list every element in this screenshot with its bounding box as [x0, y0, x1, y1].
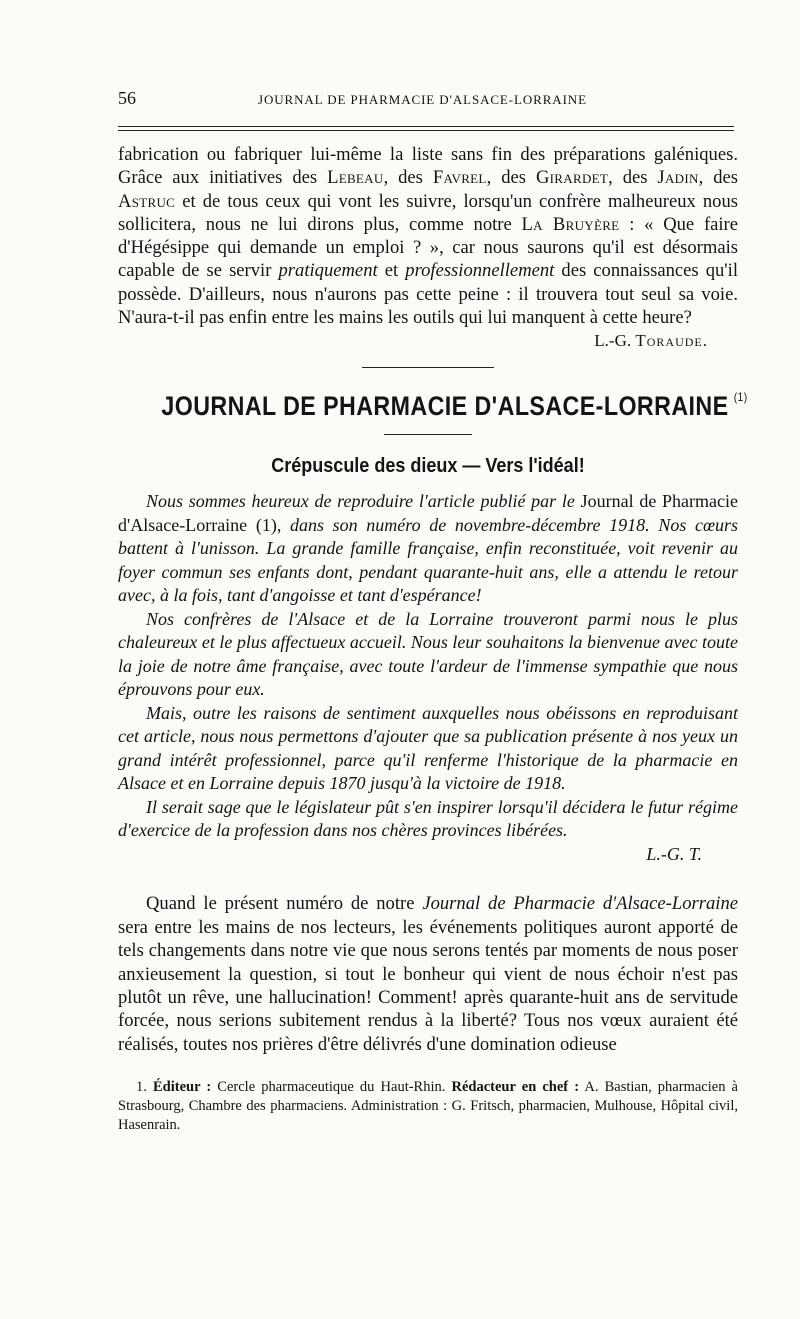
section-subtitle: Crépuscule des dieux — Vers l'idéal!	[271, 455, 585, 478]
page-number: 56	[118, 88, 136, 108]
editorial-signature: L.-G. T.	[646, 843, 702, 864]
opening-paragraph: fabrication ou fabriquer lui-même la liste sans fin des préparations galéniques. Grâce aux initiatives des Lebeau, des Favrel, des Girardet, des Jadin, des Astruc et de tous ceux qui vont les suivre, lorsqu'un confrère malheureux nous sollicitera, nous ne lui dirons plus, comme notre La Bruyère : « Que faire d'Hégésippe qui demande un emploi ? », car nous saurons qu'il est désormais capable de se servir pratiquement et professionnellement des connaissances qu'il possède. D'ailleurs, nous n'aurons pas cette peine : il trouvera tout seul sa voie. N'aura-t-il pas enfin entre les mains les outils qui lui manquent à cette heure?	[118, 144, 739, 329]
footnote-text: 1. Éditeur : Cercle pharmaceutique du Haut-Rhin. Rédacteur en chef : A. Bastian, pharmacien à Strasbourg, Chambre des pharmaciens. Administration : G. Fritsch, pharmacien, Mulhouse, Hôpital civil, Hasenrain.	[118, 1079, 738, 1134]
editorial-paragraph-1: Nous sommes heureux de reproduire l'article publié par le Journal de Pharmacie d'Alsace-Lorraine (1), dans son numéro de novembre-décembre 1918. Nos cœurs battent à l'unisson. La grande famille française, enfin reconstituée, voit revenir au foyer commun ses enfants dont, pendant quarante-huit ans, elle a attendu le retour avec, à la fois, tant d'angoisse et tant d'espérance!	[118, 491, 738, 606]
editorial-paragraph-4: Il serait sage que le législateur pût s'en inspirer lorsqu'il décidera le futur régime d'exercice de la profession dans nos chères provinces libérées.	[118, 796, 738, 841]
section-title: JOURNAL DE PHARMACIE D'ALSACE-LORRAINE $^{(1)}$	[161, 390, 748, 422]
section-divider	[362, 367, 494, 368]
footnote	[118, 1078, 738, 1135]
running-header	[118, 88, 738, 116]
editorial-closing	[118, 843, 738, 867]
main-paragraph: Quand le présent numéro de notre Journal de Pharmacie d'Alsace-Lorraine sera entre les mains de nos lecteurs, les événements politiques auront apporté de tels changements dans notre vie que nous serons tentés par moments de nous poser anxieusement la question, si tout le bonheur qui vient de nous échoir n'est pas plutôt un rêve, une hallucination! Comment! après quarante-huit ans de servitude forcée, nous serions subitement rendus à la liberté? Tous nos vœux auraient été réalisés, toutes nos prières d'être délivrés d'une domination odieuse	[118, 893, 738, 1055]
article-signature: L.-G. Toraude.	[594, 331, 708, 351]
title-footnote-ref: (1)	[733, 390, 748, 405]
book-page	[118, 88, 748, 1135]
editorial-paragraph-3: Mais, outre les raisons de sentiment auxquelles nous obéissons en reproduisant cet article, nous nous permettons d'ajouter que sa publication présente à nos yeux un grand intérêt professionnel, parce qu'il renferme l'historique de la pharmacie en Alsace et en Lorraine depuis 1870 jusqu'à la victoire de 1918.	[118, 702, 738, 794]
title-underline	[384, 434, 472, 435]
editorial-paragraph-2: Nos confrères de l'Alsace et de la Lorraine trouveront parmi nous le plus chaleureux et le plus affectueux accueil. Nous leur souhaitons la bienvenue avec toute la joie de notre âme française, avec toute l'ardeur de l'immense sympathie que nous éprouvons pour eux.	[118, 608, 738, 700]
main-article-text	[118, 892, 738, 1056]
header-rule	[118, 126, 734, 131]
editorial-note	[118, 490, 738, 866]
running-title: JOURNAL DE PHARMACIE D'ALSACE-LORRAINE	[258, 92, 587, 107]
